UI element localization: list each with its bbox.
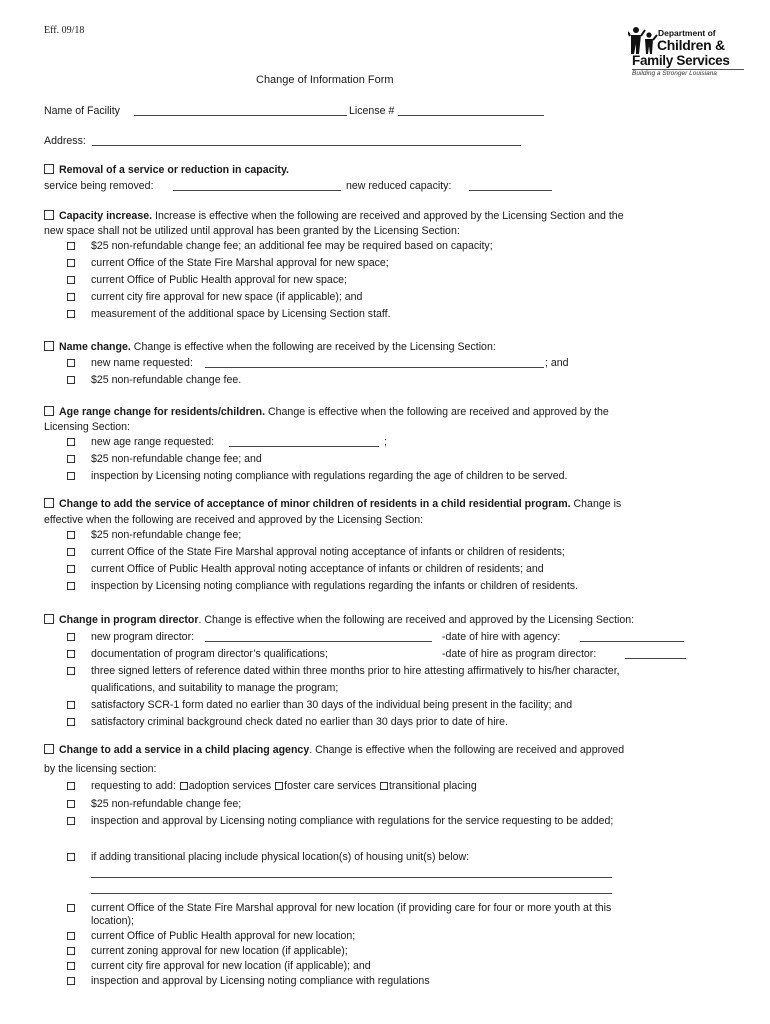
name-change-checkbox[interactable] [44,341,54,351]
minor-children-heading-row [44,497,621,511]
capacity-item-checkbox[interactable] [67,293,75,301]
capacity-item: current Office of Public Health approval for new space; [91,274,347,286]
placing-fire-marshal: current Office of the State Fire Marshal approval for new location (if providing care for four or more youth at this [91,902,612,914]
service-removed-field[interactable] [173,190,341,191]
placing-checkbox[interactable] [44,744,54,754]
adoption-option: adoption services [188,780,272,792]
age-range-item-checkbox[interactable] [67,472,75,480]
requesting-label: requesting to add: [91,780,176,792]
transitional-checkbox[interactable] [380,782,388,790]
hire-director-label: -date of hire as program director: [442,648,597,660]
placing-heading-row [44,743,624,757]
placing-zoning: current zoning approval for new location (if applicable); [91,945,348,957]
placing-city-fire: current city fire approval for new location (if applicable); and [91,960,371,972]
foster-care-option: foster care services [284,780,377,792]
address-field[interactable] [92,145,521,146]
placing-heading: Change to add a service in a child placing agency [59,744,310,756]
director-item-checkbox[interactable] [67,667,75,675]
placing-item-checkbox[interactable] [67,977,75,985]
placing-intro-2: by the licensing section: [44,763,157,775]
removal-heading-row [44,163,289,177]
director-item-checkbox[interactable] [67,633,75,641]
location-field-1[interactable] [91,877,612,878]
director-references: three signed letters of reference dated within three months prior to hire attesting affirmatively to his/her character, [91,665,620,677]
capacity-heading-row [44,209,624,223]
director-heading-row [44,613,634,627]
age-range-intro-2: Licensing Section: [44,421,130,433]
effective-date: Eff. 09/18 [44,25,85,36]
minor-children-item: current Office of the State Fire Marshal approval noting acceptance of infants or children of residents; [91,546,565,558]
age-range-intro: Change is effective when the following are received and approved by the [268,406,609,418]
hire-director-field[interactable] [625,658,686,659]
director-intro: . Change is effective when the following are received and approved by the Licensing Section: [198,614,635,626]
age-range-item-checkbox[interactable] [67,438,75,446]
service-removed-label: service being removed: [44,180,154,192]
minor-children-item: $25 non-refundable change fee; [91,529,242,541]
new-age-range-end: ; [384,436,387,448]
director-qualifications: documentation of program director’s qualifications; [91,648,328,660]
age-range-inspection: inspection by Licensing noting compliance with regulations regarding the age of children to be served. [91,470,568,482]
capacity-intro-2: new space shall not be utilized until approval has been granted by the Licensing Section: [44,225,460,237]
capacity-heading: Capacity increase. [59,210,153,222]
placing-fee: $25 non-refundable change fee; [91,798,242,810]
minor-children-item-checkbox[interactable] [67,582,75,590]
logo-tagline: Building a Stronger Louisiana [632,70,717,77]
capacity-item-checkbox[interactable] [67,276,75,284]
age-range-heading-row [44,405,609,419]
director-heading: Change in program director [59,614,199,626]
capacity-checkbox[interactable] [44,210,54,220]
minor-children-item: current Office of Public Health approval noting acceptance of infants or children of residents; and [91,563,544,575]
capacity-item-checkbox[interactable] [67,259,75,267]
name-change-item-checkbox[interactable] [67,376,75,384]
placing-fire-marshal-cont: location); [91,915,134,927]
new-director-field[interactable] [205,641,432,642]
name-change-item-checkbox[interactable] [67,359,75,367]
new-age-range-field[interactable] [229,446,379,447]
facility-label: Name of Facility [44,105,120,117]
new-age-range-label: new age range requested: [91,436,215,448]
minor-children-checkbox[interactable] [44,498,54,508]
transitional-option: transitional placing [388,780,477,792]
logo-line-1: Department of [658,28,716,38]
minor-children-item-checkbox[interactable] [67,565,75,573]
capacity-item: current Office of the State Fire Marshal approval for new space; [91,257,389,269]
name-change-heading: Name change. [59,341,131,353]
new-name-end: ; and [545,357,569,369]
family-figures-icon [628,26,660,56]
reduced-capacity-label: new reduced capacity: [346,180,452,192]
placing-item-checkbox[interactable] [67,904,75,912]
removal-heading: Removal of a service or reduction in capacity. [59,164,290,176]
new-name-label: new name requested: [91,357,193,369]
new-name-field[interactable] [205,367,544,368]
director-background-check: satisfactory criminal background check dated no earlier than 30 days prior to date of hire. [91,716,508,728]
placing-licensing-inspection: inspection and approval by Licensing noting compliance with regulations [91,975,430,987]
form-title: Change of Information Form [256,74,394,86]
placing-intro: . Change is effective when the following are received and approved [309,744,625,756]
new-director-label: new program director: [91,631,195,643]
capacity-item: measurement of the additional space by Licensing Section staff. [91,308,391,320]
director-scr1: satisfactory SCR-1 form dated no earlier than 30 days of the individual being present in the facility; and [91,699,573,711]
placing-item-checkbox[interactable] [67,947,75,955]
minor-children-item-checkbox[interactable] [67,531,75,539]
minor-children-item-checkbox[interactable] [67,548,75,556]
placing-item-checkbox[interactable] [67,962,75,970]
adoption-checkbox[interactable] [180,782,188,790]
capacity-intro: Increase is effective when the following are received and approved by the Licensing Section and the [155,210,624,222]
facility-field[interactable] [134,115,347,116]
placing-item-checkbox[interactable] [67,817,75,825]
director-references-cont: qualifications, and suitability to manage the program; [91,682,339,694]
address-label: Address: [44,135,86,147]
placing-item-checkbox[interactable] [67,800,75,808]
placing-locations-label: if adding transitional placing include physical location(s) of housing unit(s) below: [91,851,470,863]
logo-line-3: Family Services [632,53,730,68]
director-item-checkbox[interactable] [67,701,75,709]
minor-children-heading: Change to add the service of acceptance of minor children of residents in a child residential program. [59,498,571,510]
director-item-checkbox[interactable] [67,718,75,726]
minor-children-item: inspection by Licensing noting compliance with regulations regarding the infants or children of residents. [91,580,579,592]
capacity-item: current city fire approval for new space (if applicable); and [91,291,363,303]
placing-item-checkbox[interactable] [67,853,75,861]
logo-line-2: Children & [657,37,725,53]
placing-inspection: inspection and approval by Licensing noting compliance with regulations for the service requesting to be added; [91,815,614,827]
removal-checkbox[interactable] [44,164,54,174]
capacity-item: $25 non-refundable change fee; an additional fee may be required based on capacity; [91,240,493,252]
capacity-item-checkbox[interactable] [67,242,75,250]
placing-item-checkbox[interactable] [67,782,75,790]
placing-item-checkbox[interactable] [67,932,75,940]
director-item-checkbox[interactable] [67,650,75,658]
age-range-fee: $25 non-refundable change fee; and [91,453,262,465]
dcfs-logo [628,26,748,82]
minor-children-intro-2: effective when the following are received and approved by the Licensing Section: [44,514,424,526]
name-change-heading-row [44,340,496,354]
name-change-fee: $25 non-refundable change fee. [91,374,242,386]
director-checkbox[interactable] [44,614,54,624]
placing-public-health: current Office of Public Health approval for new location; [91,930,356,942]
requesting-row [91,779,477,793]
name-change-intro: Change is effective when the following are received by the Licensing Section: [133,341,496,353]
minor-children-intro: Change is [573,498,622,510]
foster-care-checkbox[interactable] [275,782,283,790]
license-field[interactable] [398,115,544,116]
age-range-checkbox[interactable] [44,406,54,416]
hire-agency-field[interactable] [580,641,684,642]
hire-agency-label: -date of hire with agency: [442,631,561,643]
location-field-2[interactable] [91,893,612,894]
capacity-item-checkbox[interactable] [67,310,75,318]
reduced-capacity-field[interactable] [469,190,552,191]
age-range-item-checkbox[interactable] [67,455,75,463]
age-range-heading: Age range change for residents/children. [59,406,266,418]
license-label: License # [349,105,395,117]
